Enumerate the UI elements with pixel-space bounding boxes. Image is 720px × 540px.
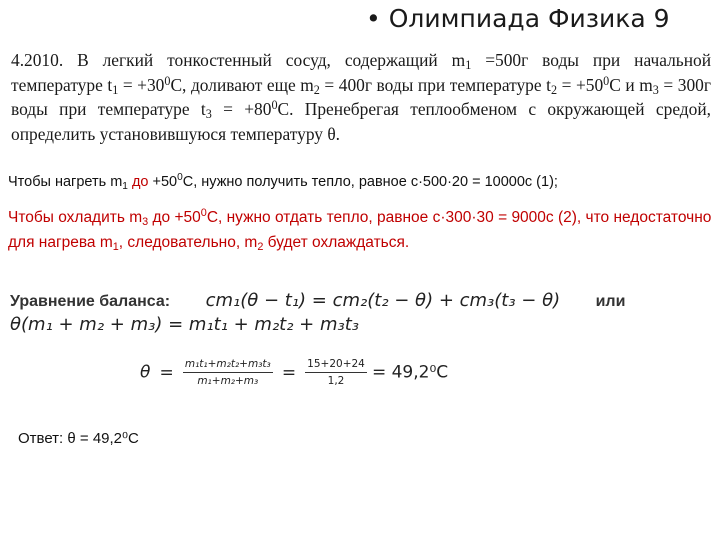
subscript: 1: [112, 82, 119, 97]
result-value: = 49,2⁰С: [371, 362, 449, 383]
slide-title: [366, 4, 670, 33]
line-text: Чтобы нагреть m: [8, 174, 123, 190]
problem-text: С, доливают еще m: [170, 74, 314, 95]
equals-sign: =: [281, 362, 297, 383]
subscript: 1: [465, 58, 472, 72]
expanded-equation: [10, 314, 359, 335]
subscript: 2: [550, 82, 558, 97]
subscript: 2: [313, 82, 320, 97]
fraction-numerator: 15+20+24: [305, 358, 367, 373]
problem-statement: [11, 48, 711, 146]
or-word: или: [595, 293, 626, 310]
superscript: 0: [164, 73, 171, 88]
line-text: , следовательно, m: [118, 234, 258, 251]
title-bullet: •: [366, 4, 381, 33]
balance-label: Уравнение баланса:: [10, 293, 171, 310]
subscript: 3: [652, 82, 659, 97]
problem-text: =500г воды при начальной температуре t: [11, 50, 711, 95]
problem-text: = 300г воды при температуре t: [11, 74, 711, 119]
expanded-formula: θ(m₁ + m₂ + m₃) = m₁t₁ + m₂t₂ + m₃t₃: [10, 314, 360, 335]
heat-gain-line: [8, 174, 708, 190]
problem-text: С и m: [609, 74, 653, 95]
balance-formula: cm₁(θ − t₁) = cm₂(t₂ − θ) + cm₃(t₃ − θ): [205, 290, 561, 311]
line-text: С, нужно получить тепло, равное c·500·20 = 10000c (1);: [182, 174, 558, 190]
fraction-denominator: 1,2: [327, 375, 345, 387]
superscript: 0: [271, 98, 278, 112]
equals-sign: =: [159, 362, 174, 383]
fraction-denominator: m₁+m₂+m₃: [197, 375, 259, 387]
solution-formula: [140, 358, 448, 408]
line-text: Чтобы охладить m: [8, 209, 143, 226]
balance-equation: [10, 290, 625, 311]
subscript: 3: [142, 216, 149, 228]
subscript: 1: [122, 181, 128, 192]
line-text: +50: [148, 174, 178, 190]
problem-text: С. Пренебрегая теплообменом с окружающей средой, определить установившуюся температуру θ.: [11, 99, 712, 144]
highlight-text: до: [127, 174, 149, 190]
fraction-numerator: m₁t₁+m₂t₂+m₃t₃: [183, 358, 273, 373]
heat-loss-line: [8, 205, 713, 255]
theta-symbol: θ: [140, 362, 151, 383]
general-fraction: [183, 358, 273, 387]
superscript: 0: [177, 172, 183, 183]
subscript: 1: [112, 241, 119, 253]
problem-text: = +50: [557, 74, 604, 95]
problem-text: = +30: [118, 74, 165, 95]
line-text: С, нужно отдать тепло, равное c·300·30 = 9000c (2), что недостаточно для нагрева m: [8, 209, 712, 251]
subscript: 2: [257, 241, 264, 253]
problem-text: 4.2010. В легкий тонкостенный сосуд, содержащий m: [11, 50, 466, 70]
title-text: Олимпиада Физика 9: [388, 4, 670, 33]
numeric-fraction: [305, 358, 367, 387]
line-text: до +50: [148, 209, 201, 226]
superscript: 0: [200, 207, 207, 219]
superscript: 0: [603, 73, 610, 88]
subscript: 3: [205, 107, 212, 121]
problem-text: = +80: [211, 99, 272, 119]
line-text: будет охлаждаться.: [263, 234, 410, 251]
problem-text: = 400г воды при температуре t: [319, 74, 551, 95]
answer-text: Ответ: θ = 49,2⁰С: [18, 430, 139, 447]
